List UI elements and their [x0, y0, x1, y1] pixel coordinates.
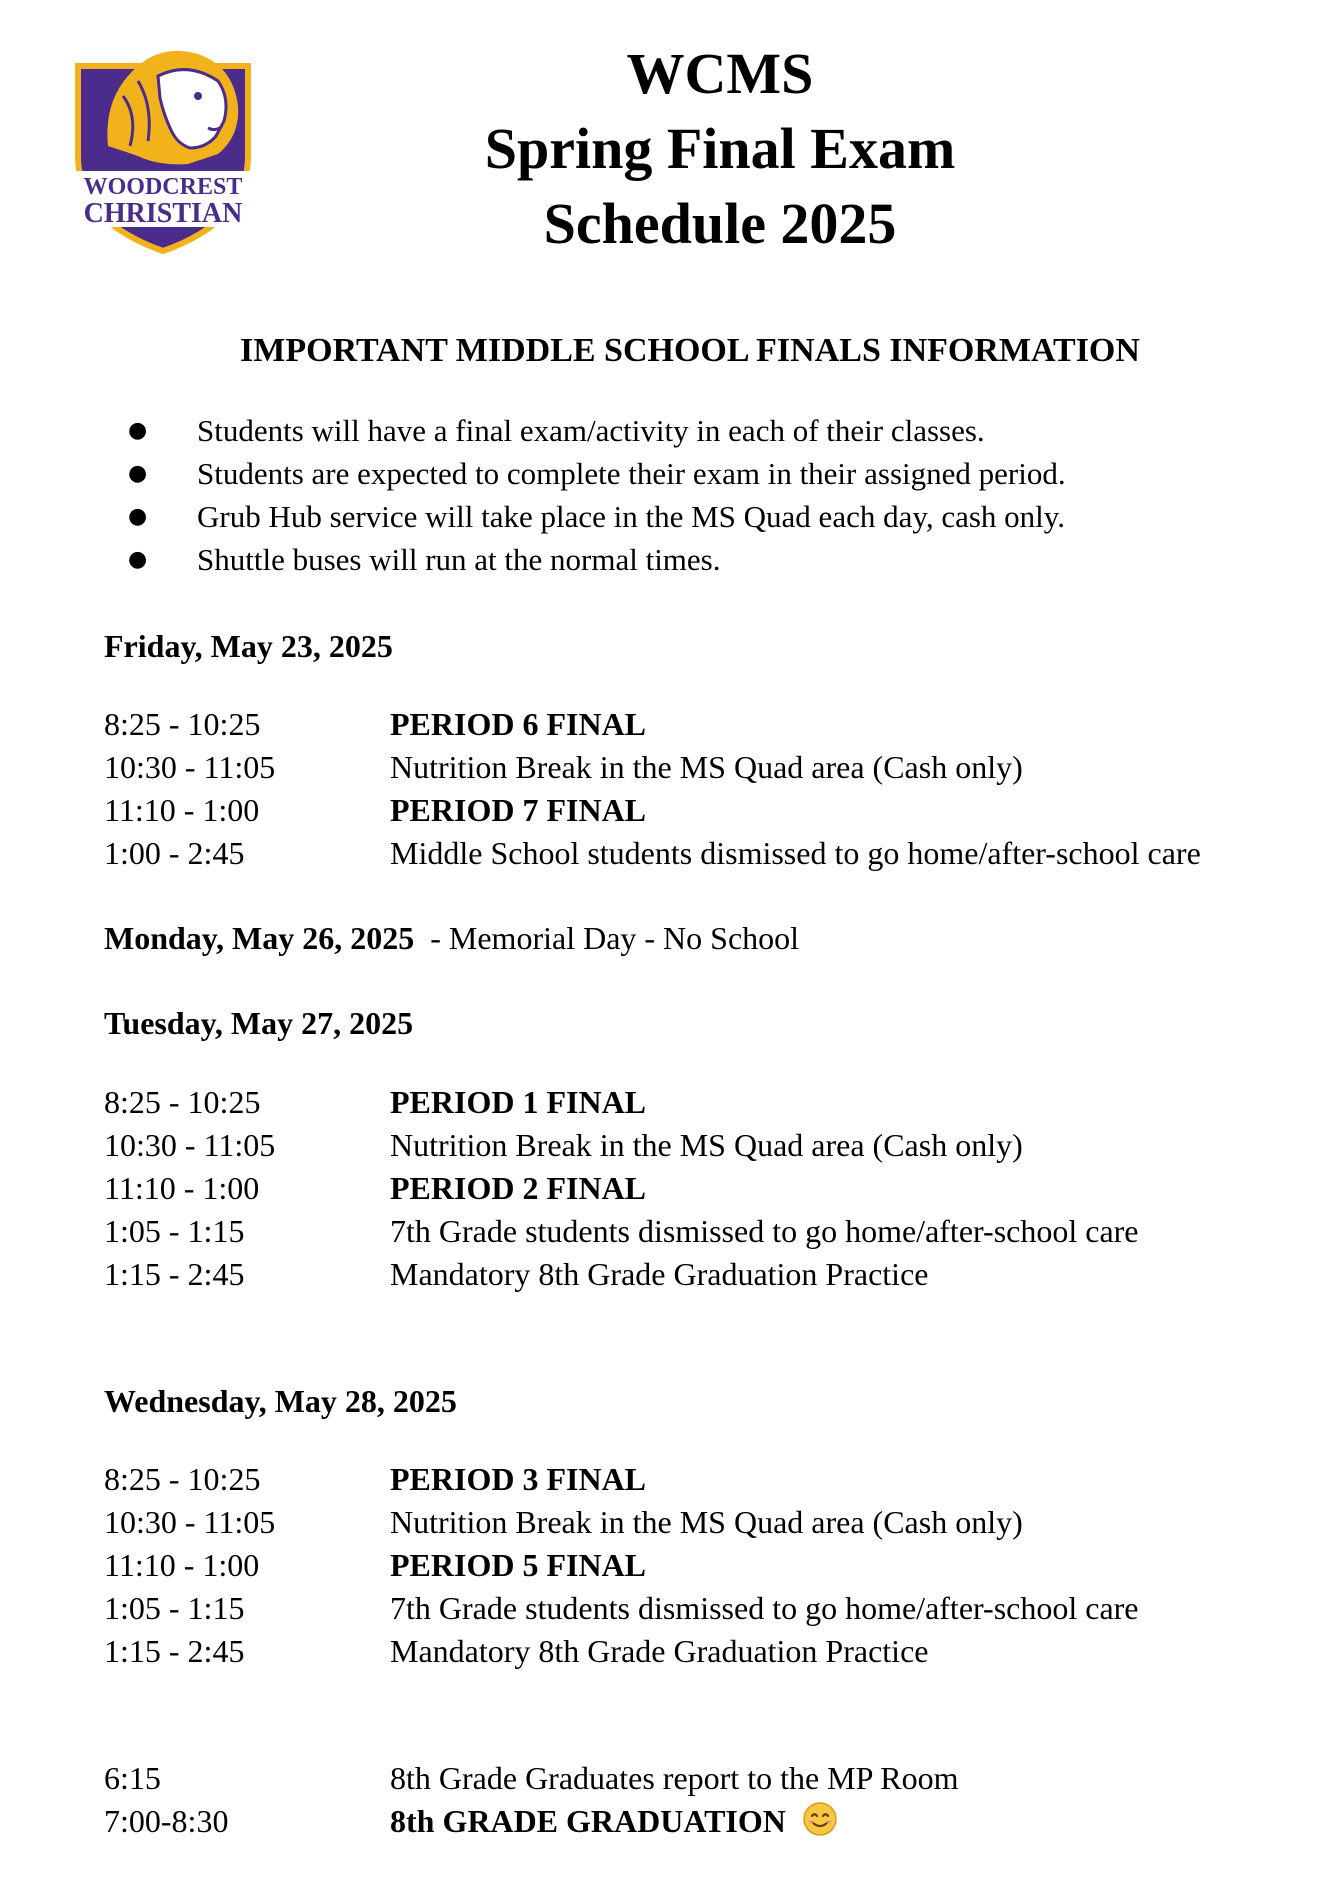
- monday-note: - Memorial Day - No School: [430, 920, 800, 956]
- time-slot: 10:30 - 11:05: [104, 1504, 276, 1540]
- event-description: 8th GRADE GRADUATION: [390, 1803, 786, 1839]
- woodcrest-christian-logo: [68, 36, 258, 256]
- time-slot: 8:25 - 10:25: [104, 706, 261, 742]
- info-bullet: ● Students will have a final exam/activity in each of their classes.: [128, 409, 1066, 452]
- title-line-1: WCMS: [626, 41, 814, 106]
- event-description: Nutrition Break in the MS Quad area (Cash only): [390, 749, 1023, 785]
- time-slot: 10:30 - 11:05: [104, 749, 276, 785]
- logo-line-2: CHRISTIAN: [83, 198, 243, 229]
- time-slot: 8:25 - 10:25: [104, 1461, 261, 1497]
- event-description: 7th Grade students dismissed to go home/after-school care: [390, 1590, 1139, 1626]
- event-description: PERIOD 7 FINAL: [390, 792, 647, 828]
- time-slot: 6:15: [104, 1760, 161, 1796]
- time-slot: 1:15 - 2:45: [104, 1633, 245, 1669]
- title-line-2: Spring Final Exam: [484, 116, 956, 181]
- logo-line-1: WOODCREST: [83, 174, 243, 200]
- event-description: Mandatory 8th Grade Graduation Practice: [390, 1633, 929, 1669]
- info-bullet: ● Students are expected to complete their exam in their assigned period.: [128, 452, 1066, 495]
- time-slot: 11:10 - 1:00: [104, 1547, 260, 1583]
- event-description: Nutrition Break in the MS Quad area (Cash only): [390, 1504, 1023, 1540]
- day-heading-friday: Friday, May 23, 2025: [104, 628, 393, 664]
- time-slot: 8:25 - 10:25: [104, 1084, 261, 1120]
- event-description: 7th Grade students dismissed to go home/after-school care: [390, 1213, 1139, 1249]
- day-heading-wednesday: Wednesday, May 28, 2025: [104, 1383, 457, 1419]
- event-description: Middle School students dismissed to go home/after-school care: [390, 835, 1201, 871]
- event-description: PERIOD 6 FINAL: [390, 706, 647, 742]
- info-heading: IMPORTANT MIDDLE SCHOOL FINALS INFORMATION: [240, 332, 1140, 369]
- event-description: PERIOD 3 FINAL: [390, 1461, 647, 1497]
- monday-date: Monday, May 26, 2025: [104, 920, 415, 956]
- time-slot: 11:10 - 1:00: [104, 1170, 260, 1206]
- time-slot: 7:00-8:30: [104, 1803, 229, 1839]
- graduation-event: [390, 1800, 838, 1848]
- event-description: Nutrition Break in the MS Quad area (Cash only): [390, 1127, 1023, 1163]
- event-description: Mandatory 8th Grade Graduation Practice: [390, 1256, 929, 1292]
- event-description: 8th Grade Graduates report to the MP Room: [390, 1760, 959, 1796]
- time-slot: 1:05 - 1:15: [104, 1590, 245, 1626]
- event-description: PERIOD 1 FINAL: [390, 1084, 647, 1120]
- day-heading-monday: [104, 918, 799, 958]
- info-bullet: ● Shuttle buses will run at the normal times.: [128, 538, 1066, 581]
- page-title: [360, 36, 1080, 261]
- time-slot: 11:10 - 1:00: [104, 792, 260, 828]
- time-slot: 1:00 - 2:45: [104, 835, 245, 871]
- info-bullet: ● Grub Hub service will take place in the MS Quad each day, cash only.: [128, 495, 1066, 538]
- event-description: PERIOD 2 FINAL: [390, 1170, 647, 1206]
- info-bullet-list: [128, 409, 1066, 581]
- title-line-3: Schedule 2025: [543, 191, 897, 256]
- event-description: PERIOD 5 FINAL: [390, 1547, 647, 1583]
- smiling-face-icon: [802, 1801, 838, 1848]
- time-slot: 10:30 - 11:05: [104, 1127, 276, 1163]
- day-heading-tuesday: Tuesday, May 27, 2025: [104, 1005, 414, 1041]
- time-slot: 1:05 - 1:15: [104, 1213, 245, 1249]
- time-slot: 1:15 - 2:45: [104, 1256, 245, 1292]
